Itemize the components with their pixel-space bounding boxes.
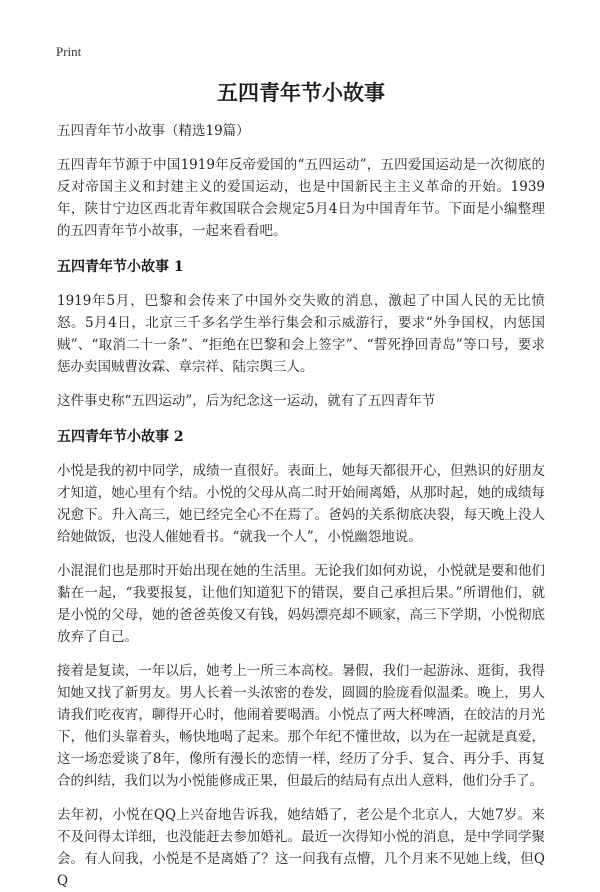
section-2-paragraph-4: 去年初，小悦在QQ上兴奋地告诉我，她结婚了，老公是个北京人，大她7岁。来不及问得太详细，也没能赶去参加婚礼。最近一次得知小悦的消息，是中学同学聚会。有人问我，小悦是不是离婚了？这一问我有点懵，几个月来不见她上线，但QQ [57, 807, 545, 889]
section-heading-2: 五四青年节小故事 2 [57, 429, 184, 445]
print-link[interactable]: Print [56, 44, 82, 59]
article [57, 72, 545, 892]
article-subtitle: 五四青年节小故事（精选19篇） [57, 123, 250, 139]
section-2-paragraph-3: 接着是复读，一年以后，她考上一所三本高校。暑假，我们一起游泳、逛街，我得知她又找了新男友。男人长着一头浓密的卷发，圆圆的脸庞看似温柔。晚上，男人请我们吃夜宵，聊得开心时，他闹着要喝酒。小悦点了两大杯啤酒，在皎洁的月光下，他们头靠着头，畅快地喝了起来。那个年纪不懂世故，以为在一起就是真爱，这一场恋爱谈了8年，像所有漫长的恋情一样，经历了分手、复合、再分手、再复合的纠结，我们以为小悦能修成正果，但最后的结局有点出人意料，他们分手了。 [57, 663, 545, 789]
section-2-paragraph-2: 小混混们也是那时开始出现在她的生活里。无论我们如何劝说，小悦就是要和他们黏在一起，“我要报复，让他们知道犯下的错误，要自己承担后果。”所谓他们，就是小悦的父母，她的爸爸英俊又有钱，妈妈漂亮却不顾家，高三下学期，小悦彻底放弃了自己。 [57, 563, 545, 645]
page-title: 五四青年节小故事 [217, 81, 385, 105]
section-1-paragraph-2: 这件事史称“五四运动”，后为纪念这一运动，就有了五四青年节 [57, 393, 436, 409]
section-heading-1: 五四青年节小故事 1 [57, 259, 184, 275]
section-1-paragraph-1: 1919年5月，巴黎和会传来了中国外交失败的消息，激起了中国人民的无比愤怒。5月4日，北京三千多名学生举行集会和示威游行，要求“外争国权，内惩国贼”、“取消二十一条”、“拒绝在巴黎和会上签字”、“誓死挣回青岛”等口号，要求惩办卖国贼曹汝霖、章宗祥、陆宗舆三人。 [57, 293, 545, 375]
section-2-paragraph-1: 小悦是我的初中同学，成绩一直很好。表面上，她每天都很开心，但熟识的好朋友才知道，她心里有个结。小悦的父母从高二时开始闹离婚，从那时起，她的成绩每况愈下。升入高三，她已经完全心不在焉了。爸妈的关系彻底决裂，每天晚上没人给她做饭，也没人催她看书。“就我一个人”，小悦幽怨地说。 [57, 463, 545, 545]
intro-paragraph: 五四青年节源于中国1919年反帝爱国的“五四运动”，五四爱国运动是一次彻底的反对帝国主义和封建主义的爱国运动，也是中国新民主主义革命的开始。1939年，陕甘宁边区西北青年救国联合会规定5月4日为中国青年节。下面是小编整理的五四青年节小故事，一起来看看吧。 [57, 157, 545, 239]
